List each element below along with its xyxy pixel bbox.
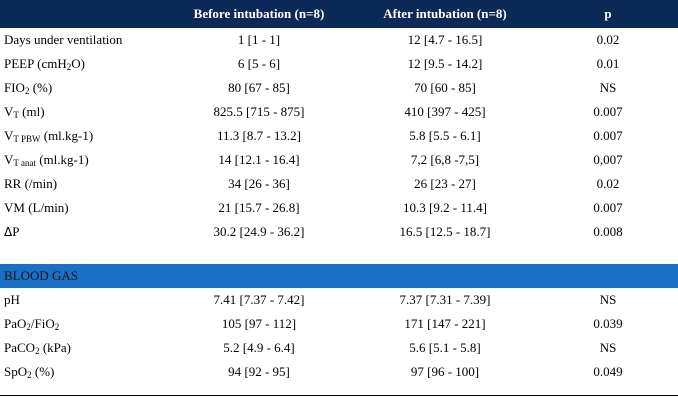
row-p: 0,007 [593, 152, 623, 167]
row-p: NS [599, 292, 617, 307]
row-before: 825.5 [715 - 875] [213, 104, 305, 119]
table-row-fio2 [0, 76, 678, 100]
row-p: NS [599, 80, 617, 95]
row-before: 30.2 [24.9 - 36.2] [213, 224, 305, 239]
row-label: pH [4, 292, 20, 307]
row-after: 12 [4.7 - 16.5] [407, 32, 483, 47]
row-after: 7,2 [6,8 -7,5] [410, 152, 480, 167]
row-p: NS [599, 340, 617, 355]
row-label: $V_{T PBW}$ (ml.kg-1) [4, 128, 94, 144]
row-after: 10.3 [9.2 - 11.4] [402, 200, 487, 215]
row-after: 97 [96 - 100] [410, 364, 480, 379]
row-label: $FIO_2$ (%) [4, 80, 53, 96]
row-p: 0.02 [596, 32, 620, 47]
row-after: 5.8 [5.5 - 6.1] [409, 128, 481, 143]
table-bottom-rule [0, 395, 678, 396]
row-label: $V_{T anat}$ (ml.kg-1) [4, 152, 89, 168]
row-before: 14 [12.1 - 16.4] [218, 152, 300, 167]
row-p: 0.049 [593, 364, 623, 379]
row-before: 11.3 [8.7 - 13.2] [216, 128, 301, 143]
row-after: 171 [147 - 221] [404, 316, 486, 331]
table-row-spo2 [0, 360, 678, 384]
row-p: 0.02 [596, 176, 620, 191]
row-before: 105 [97 - 112] [221, 316, 297, 331]
row-p: 0.01 [596, 56, 620, 71]
row-label: VM (L/min) [4, 200, 69, 215]
row-p: 0.039 [593, 316, 623, 331]
table-row-pao2-fio2 [0, 312, 678, 336]
delta-symbol: Δ [4, 225, 13, 239]
row-label: PaCO$_2$ (kPa) [4, 340, 71, 356]
table-header-row [0, 0, 678, 28]
section-header-blood-gas [0, 264, 678, 288]
table-row-rr [0, 172, 678, 196]
row-p: 0.007 [593, 128, 623, 143]
row-after: 410 [397 - 425] [404, 104, 486, 119]
header-before-intubation: Before intubation (n=8) [193, 6, 325, 21]
table-row-delta-p [0, 220, 678, 244]
section-label: BLOOD GAS [4, 268, 79, 283]
row-label: $V_T$ (ml) [4, 104, 45, 120]
row-after: 12 [9.5 - 14.2] [407, 56, 483, 71]
table-row-vm [0, 196, 678, 220]
row-label: Days under ventilation [4, 32, 123, 47]
row-before: 6 [5 - 6] [237, 56, 281, 71]
table-row-ph [0, 288, 678, 312]
table-row-peep [0, 52, 678, 76]
row-after: 5.6 [5.1 - 5.8] [409, 340, 481, 355]
row-label: ΔP [4, 224, 20, 239]
row-before: 94 [92 - 95] [228, 364, 290, 379]
row-label: SpO$_2$ (%) [4, 364, 55, 380]
header-p-value: p [604, 6, 612, 21]
table-row-vt-pbw [0, 124, 678, 148]
row-before: 7.41 [7.37 - 7.42] [213, 292, 305, 307]
table-row-vt-anat [0, 148, 678, 172]
row-before: 21 [15.7 - 26.8] [218, 200, 300, 215]
row-p: 0.007 [593, 200, 623, 215]
row-after: 70 [60 - 85] [414, 80, 476, 95]
row-p: 0.007 [593, 104, 623, 119]
row-before: 5.2 [4.9 - 6.4] [223, 340, 295, 355]
row-after: 26 [23 - 27] [414, 176, 476, 191]
row-after: 16.5 [12.5 - 18.7] [399, 224, 491, 239]
row-label: PaO$_2$/FiO$_2$ [4, 316, 60, 332]
row-after: 7.37 [7.31 - 7.39] [399, 292, 491, 307]
table-row-vt [0, 100, 678, 124]
header-after-intubation: After intubation (n=8) [383, 6, 507, 21]
row-before: 1 [1 - 1] [237, 32, 281, 47]
row-p: 0.008 [593, 224, 623, 239]
table-row-days-ventilation [0, 28, 678, 52]
table-row-paco2 [0, 336, 678, 360]
row-before: 34 [26 - 36] [228, 176, 290, 191]
row-label: PEEP (cmH$_2$O) [4, 56, 85, 72]
row-label: RR (/min) [4, 176, 58, 191]
row-before: 80 [67 - 85] [228, 80, 290, 95]
